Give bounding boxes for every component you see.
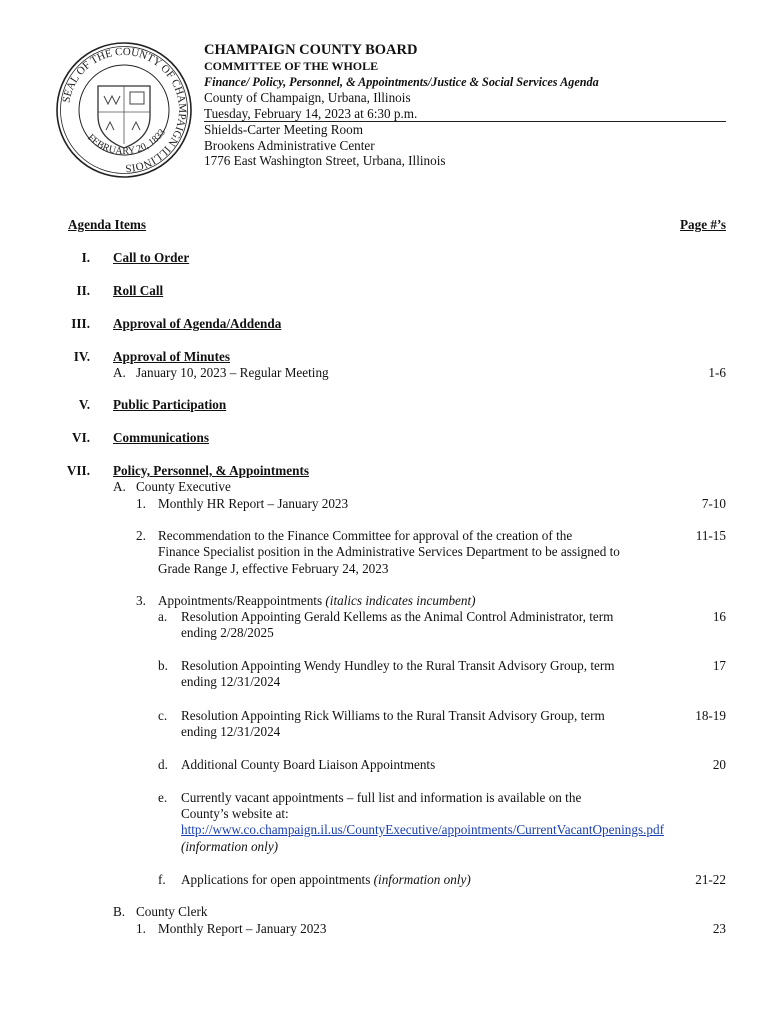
- vacant-appointments-line1: Currently vacant appointments – full list and information is available on the: [181, 790, 582, 805]
- item-label: f.: [158, 872, 166, 887]
- section-number: V.: [78, 397, 90, 412]
- page-numbers-heading: Page #’s: [679, 217, 726, 232]
- item-label: 3.: [136, 593, 146, 608]
- page-range: 23: [712, 921, 726, 936]
- agenda-title: Finance/ Policy, Personnel, & Appointments/Justice & Social Services Agenda: [204, 74, 599, 89]
- liaison-appointments-item: Additional County Board Liaison Appointments: [181, 757, 436, 772]
- page-range: 18-19: [695, 708, 726, 723]
- section-number: I.: [81, 250, 90, 265]
- williams-resolution-line1: Resolution Appointing Rick Williams to the Rural Transit Advisory Group, term: [181, 708, 605, 723]
- address-line: 1776 East Washington Street, Urbana, Illinois: [204, 153, 446, 168]
- section-title-communications: Communications: [113, 430, 209, 445]
- incumbent-note: (italics indicates incumbent): [325, 593, 476, 608]
- section-number: III.: [71, 316, 90, 331]
- applications-item-text: Applications for open appointments: [181, 872, 371, 887]
- county-executive-heading: County Executive: [136, 479, 231, 494]
- page-range: 11-15: [695, 528, 726, 543]
- county-clerk-heading: County Clerk: [136, 904, 208, 919]
- section-number: VI.: [72, 430, 90, 445]
- page-range: 1-6: [708, 365, 726, 380]
- appointments-heading-text: Appointments/Reappointments: [158, 593, 323, 608]
- page-range: 7-10: [701, 496, 726, 511]
- section-title-approval-minutes: Approval of Minutes: [113, 349, 230, 364]
- document-header: [204, 42, 726, 169]
- committee-title: COMMITTEE OF THE WHOLE: [204, 59, 379, 73]
- section-number: IV.: [73, 349, 90, 364]
- item-label: b.: [158, 658, 168, 673]
- clerk-monthly-report-item: Monthly Report – January 2023: [158, 921, 327, 936]
- item-label: e.: [158, 790, 168, 805]
- kellems-resolution-line2: ending 2/28/2025: [181, 625, 274, 640]
- section-title-call-to-order: Call to Order: [113, 250, 190, 265]
- hundley-resolution-line1: Resolution Appointing Wendy Hundley to the Rural Transit Advisory Group, term: [181, 658, 615, 673]
- finance-specialist-item-line1: Recommendation to the Finance Committee for approval of the creation of the: [158, 528, 573, 543]
- section-title-approval-agenda: Approval of Agenda/Addenda: [113, 316, 282, 331]
- minutes-item-text: January 10, 2023 – Regular Meeting: [136, 365, 329, 380]
- page-range: 16: [712, 609, 726, 624]
- section-number: II.: [76, 283, 90, 298]
- page-range: 21-22: [695, 872, 726, 887]
- seal-date-text: FEBRUARY 20, 1833: [85, 127, 168, 158]
- item-label: 2.: [136, 528, 146, 543]
- hundley-resolution-line2: ending 12/31/2024: [181, 674, 281, 689]
- item-label: B.: [113, 904, 126, 919]
- location-line: County of Champaign, Urbana, Illinois: [204, 90, 411, 105]
- information-only-note: (information only): [373, 872, 471, 887]
- applications-item: [181, 872, 471, 889]
- item-label: 1.: [136, 496, 146, 511]
- finance-specialist-item-line2: Finance Specialist position in the Administrative Services Department to be assigned to: [158, 544, 620, 559]
- vacant-openings-link[interactable]: http://www.co.champaign.il.us/CountyExecutive/appointments/CurrentVacantOpenings.pdf: [181, 822, 664, 837]
- appointments-heading: [158, 593, 476, 610]
- page-range: 17: [712, 658, 726, 673]
- agenda-items-heading: Agenda Items: [68, 217, 147, 232]
- building-line: Brookens Administrative Center: [204, 137, 375, 153]
- section-title-roll-call: Roll Call: [113, 283, 164, 298]
- item-label: a.: [158, 609, 168, 624]
- information-only-note: (information only): [181, 839, 279, 854]
- item-label: c.: [158, 708, 168, 723]
- date-line: Tuesday, February 14, 2023 at 6:30 p.m.: [204, 106, 726, 123]
- section-title-policy-personnel: Policy, Personnel, & Appointments: [113, 463, 309, 478]
- page-range: 20: [712, 757, 726, 772]
- finance-specialist-item-line3: Grade Range J, effective February 24, 2023: [158, 561, 389, 576]
- item-label: A.: [113, 365, 126, 380]
- vacant-appointments-line2: County’s website at:: [181, 806, 289, 821]
- section-title-public-participation: Public Participation: [113, 397, 227, 412]
- item-label: A.: [113, 479, 126, 494]
- seal-ring-text: SEAL OF THE COUNTY OF CHAMPAIGN ILLINOIS: [60, 45, 189, 175]
- section-number: VII.: [66, 463, 90, 478]
- williams-resolution-line2: ending 12/31/2024: [181, 724, 281, 739]
- hr-report-item: Monthly HR Report – January 2023: [158, 496, 349, 511]
- room-line: Shields-Carter Meeting Room: [204, 122, 363, 137]
- board-title: CHAMPAIGN COUNTY BOARD: [204, 42, 418, 58]
- county-seal-logo: [54, 40, 194, 180]
- item-label: 1.: [136, 921, 146, 936]
- item-label: d.: [158, 757, 168, 772]
- kellems-resolution-line1: Resolution Appointing Gerald Kellems as the Animal Control Administrator, term: [181, 609, 614, 624]
